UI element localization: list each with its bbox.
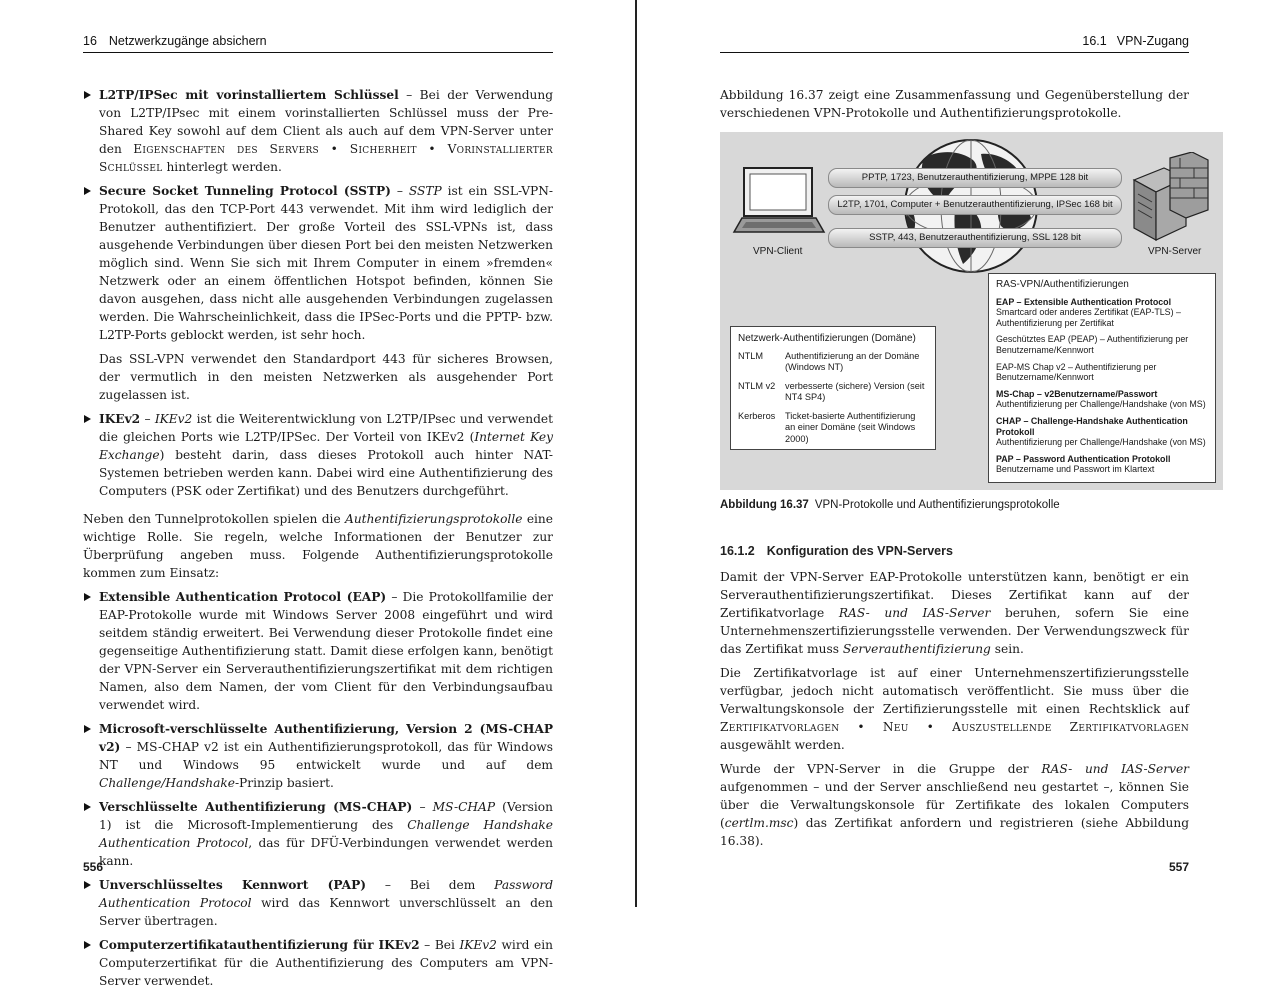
ras-auth-box <box>988 273 1216 483</box>
protocol-desc: Geschütztes EAP (PEAP) – Authentifizierung per Benutzername/Kennwort <box>996 334 1189 355</box>
item-text: ist ein SSL-VPN-Protokoll, das den TCP-Port 443 verwendet. Mit ihm wird lediglich der Benutzer authentifiziert. Der große Vorteil des SSL-VPNs ist, dass ausgehende Verbindungen über diesen Port bei den meisten Netzwerken möglich sind. Wenn Sie sich mit Ihrem Computer in einem »fremden« Netzwerk oder an einem öffentlichen Hotspot befinden, können Sie davon ausgehen, dass nicht alle ausgehenden Verbindungen zugelassen werden. Die Wahrscheinlichkeit, dass die IPSec-Ports und die PPTP- bzw. L2TP-Ports geblockt werden, ist sehr hoch. <box>99 184 553 342</box>
item-text: wird das Kennwort unverschlüsselt an den Server übertragen. <box>99 896 553 928</box>
item-text: ) besteht darin, dass dieses Protokoll auch hinter NAT-Systemen betrieben werden kann. Dabei wird eine Authentifizierung des Computers (PSK oder Zertifikat) und des Benutzers durchgeführt. <box>99 448 553 498</box>
list-item <box>996 389 1208 410</box>
table-row <box>738 381 928 404</box>
item-text: – Bei dem <box>366 878 495 892</box>
italic-term: Password Authentication Protocol <box>99 878 553 910</box>
item-text: – Die Protokollfamilie der EAP-Protokolle wurde mit Windows Server 2008 eingeführt und wird seitdem ständig erweitert. Bei Verwendung dieser Protokolle findet eine gegenseitige Authentifizierung statt. Damit diese erfolgen kann, benötigt der VPN-Server ein Serverauthentifizierungszertifikat mit dem richtigen Namen, also dem Namen, der vom Client für den Verbindungsaufbau verwendet wird. <box>99 590 553 712</box>
protocol-name: PAP – Password Authentication Protokoll <box>996 453 1171 464</box>
abbr: SSTP <box>408 184 442 198</box>
auth-desc: Ticket-basierte Authentifizierung an einer Domäne (seit Windows 2000) <box>785 410 916 444</box>
table-row <box>738 351 928 374</box>
italic-term: Challenge Handshake Authentication Protocol <box>99 818 553 850</box>
server-icon <box>1130 152 1210 244</box>
abbr: MS-CHAP <box>432 800 496 814</box>
protocol-desc: EAP-MS Chap v2 – Authentifizierung per Benutzername/Kennwort <box>996 361 1157 383</box>
left-body <box>83 86 553 996</box>
list-item <box>996 362 1208 383</box>
section-number: 16.1.2 <box>720 544 755 558</box>
auth-desc: verbesserte (sichere) Version (seit NT4 SP4) <box>785 380 925 402</box>
chapter-number: 16 <box>83 34 97 48</box>
list-item <box>996 297 1208 329</box>
caption-text: VPN-Protokolle und Authentifizierungsprotokolle <box>814 499 1060 511</box>
list-item <box>83 936 553 990</box>
italic-term: certlm.msc <box>724 816 794 830</box>
list-item <box>996 416 1208 448</box>
text: ) das Zertifikat anfordern und registrieren (siehe Abbildung 16.38). <box>720 816 1189 848</box>
tunnel-pptp <box>828 168 1122 188</box>
header-rule <box>720 52 1189 53</box>
protocol-name: CHAP – Challenge-Handshake Authentication Protokoll <box>996 415 1188 437</box>
term: L2TP/IPSec mit vorinstalliertem Schlüssel <box>99 88 399 102</box>
page-number: 557 <box>1168 860 1189 874</box>
tunnel-label: SSTP, 443, Benutzerauthentifizierung, SSL 128 bit <box>869 232 1081 243</box>
paragraph <box>720 664 1189 754</box>
auth-name: NTLM v2 <box>738 380 776 391</box>
text: sein. <box>990 642 1024 656</box>
item-text: – Bei der Verwendung von L2TP/IPsec mit einem vorinstallierten Schlüssel muss der Pre-Shared Key sowohl auf dem Client als auch auf dem VPN-Server unter den <box>99 88 553 156</box>
network-auth-box <box>730 326 936 450</box>
term: Unverschlüsseltes Kennwort (PAP) <box>99 878 367 892</box>
text: Die Zertifikatvorlage ist auf einer Unternehmenszertifizierungsstelle verfügbar, jedoch nicht automatisch veröffentlicht. Sie muss über die Verwaltungskonsole der Zertifizierungsstelle mit einen Rechtsklick auf <box>720 666 1189 716</box>
box-title: Netzwerk-Authentifizierungen (Domäne) <box>738 333 916 344</box>
abbr: IKEv2 <box>154 412 193 426</box>
table-row <box>738 411 928 446</box>
caption-label: Abbildung 16.37 <box>720 499 809 511</box>
figure-vpn-protocols <box>720 132 1223 490</box>
list-item <box>996 454 1208 475</box>
header-rule <box>83 52 553 53</box>
protocol-name: MS-Chap – v2Benutzername/Passwort <box>996 388 1158 399</box>
text: beruhen, sofern Sie eine Unternehmenszertifizierungsstelle verwenden. Der Verwendungszweck für das Zertifikat muss <box>720 606 1189 656</box>
item-text: ist die Weiterentwicklung von L2TP/IPsec und verwendet die gleichen Ports wie L2TP/IPSec. Der Vorteil von IKEv2 ( <box>99 412 553 444</box>
section-heading <box>720 544 953 558</box>
box-title: RAS-VPN/Authentifizierungen <box>996 279 1129 290</box>
item-text: -Prinzip basiert. <box>234 776 334 790</box>
menu-path: Zertifikatvorlagen • Neu • Auszustellende Zertifikatvorlagen <box>720 720 1189 734</box>
right-page <box>637 0 1272 907</box>
menu-path: Eigenschaften des Servers • Sicherheit • Vorinstallierter Schlüssel <box>99 142 553 174</box>
figure-caption <box>720 499 1060 511</box>
item-text: (Version 1) ist die Microsoft-Implementierung des <box>99 800 553 832</box>
term: Computerzertifikatauthentifizierung für IKEv2 <box>99 938 420 952</box>
italic-term: Challenge/Handshake <box>99 776 235 790</box>
dash: – <box>390 184 409 198</box>
text: Neben den Tunnelprotokollen spielen die <box>83 512 346 526</box>
auth-desc: Authentifizierung an der Domäne (Windows NT) <box>785 350 920 372</box>
client-label: VPN-Client <box>753 246 803 257</box>
section-title: Konfiguration des VPN-Servers <box>766 544 953 558</box>
paragraph <box>83 510 553 582</box>
protocol-name: EAP – Extensible Authentication Protocol <box>996 296 1172 307</box>
italic-term: Internet Key Exchange <box>99 430 553 462</box>
page-number: 556 <box>83 860 104 874</box>
list-item <box>996 334 1208 355</box>
paragraph <box>720 760 1189 850</box>
italic-term: Serverauthentifizierung <box>842 642 991 656</box>
protocol-desc: Smartcard oder anderes Zertifikat (EAP-TLS) – Authentifizierung per Zertifikat <box>996 307 1181 328</box>
italic-term: RAS- und IAS-Server <box>1041 762 1189 776</box>
list-item <box>83 86 553 176</box>
term: IKEv2 <box>99 412 141 426</box>
dash: – <box>412 800 433 814</box>
italic-term: IKEv2 <box>459 938 497 952</box>
running-header-left <box>83 34 553 48</box>
protocol-desc: Benutzername und Passwort im Klartext <box>996 464 1155 475</box>
item-text: wird ein Computerzertifikat für die Authentifizierung des Computers am VPN-Server verwendet. <box>99 938 553 988</box>
intro-paragraph: Abbildung 16.37 zeigt eine Zusammenfassung und Gegenüberstellung der verschiedenen VPN-Protokolle und Authentifizierungsprotokolle. <box>720 88 1189 120</box>
tunnel-label: L2TP, 1701, Computer + Benutzerauthentifizierung, IPSec 168 bit <box>837 199 1113 210</box>
item-text: – Bei <box>419 938 460 952</box>
chapter-title: Netzwerkzugänge absichern <box>108 34 267 48</box>
term: Microsoft-verschlüsselte Authentifizierung, Version 2 (MS-CHAP v2) <box>99 722 553 754</box>
list-item <box>83 410 553 500</box>
protocol-desc: Authentifizierung per Challenge/Handshake (von MS) <box>996 399 1206 410</box>
running-header-right <box>720 34 1189 48</box>
protocol-desc: Authentifizierung per Challenge/Handshake (von MS) <box>996 437 1206 448</box>
term: Secure Socket Tunneling Protocol (SSTP) <box>99 184 391 198</box>
list-item <box>83 182 553 344</box>
tunnel-l2tp <box>828 195 1122 215</box>
text: eine wichtige Rolle. Sie regeln, welche Informationen der Benutzer zur Überprüfung angeben muss. Folgende Authentifizierungsprotokolle kommen zum Einsatz: <box>83 512 553 580</box>
list-item <box>83 876 553 930</box>
left-page <box>0 0 635 988</box>
right-body <box>720 568 1189 856</box>
laptop-icon <box>732 166 826 242</box>
auth-name: Kerberos <box>738 410 776 421</box>
italic-term: RAS- und IAS-Server <box>838 606 991 620</box>
text: ausgewählt werden. <box>720 738 845 752</box>
text: Wurde der VPN-Server in die Gruppe der <box>720 762 1042 776</box>
text: Damit der VPN-Server EAP-Protokolle unterstützen kann, benötigt er ein Serverauthentifizierungszertifikat. Dieses Zertifikat kann auf der Zertifikatvorlage <box>720 570 1189 620</box>
item-text: , das für DFÜ-Verbindungen verwendet werden kann. <box>99 836 553 868</box>
italic-term: Authentifizierungsprotokolle <box>345 512 523 526</box>
term: Extensible Authentication Protocol (EAP) <box>99 590 387 604</box>
sub-paragraph: Das SSL-VPN verwendet den Standardport 443 für sicheres Browsen, der vermutlich in den meisten Netzwerken als ausgehender Port zugelassen ist. <box>99 352 553 402</box>
item-text: – MS-CHAP v2 ist ein Authentifizierungsprotokoll, das für Windows NT und Windows 95 entwickelt wurde und auf dem <box>99 740 553 772</box>
list-item <box>83 798 553 870</box>
server-label: VPN-Server <box>1148 246 1202 257</box>
auth-name: NTLM <box>738 350 764 361</box>
item-text: hinterlegt werden. <box>162 160 282 174</box>
paragraph <box>720 568 1189 658</box>
tunnel-sstp <box>828 228 1122 248</box>
list-item <box>83 720 553 792</box>
term: Verschlüsselte Authentifizierung (MS-CHAP) <box>99 800 413 814</box>
section-number-header: 16.1 <box>1082 34 1107 48</box>
list-item <box>83 588 553 714</box>
dash: – <box>140 412 155 426</box>
tunnel-label: PPTP, 1723, Benutzerauthentifizierung, MPPE 128 bit <box>861 172 1089 183</box>
section-title-header: VPN-Zugang <box>1116 34 1189 48</box>
text: aufgenommen – und der Server anschließend neu gestartet –, können Sie über die Verwaltungskonsole für Zertifikate des lokalen Computers ( <box>720 780 1189 830</box>
